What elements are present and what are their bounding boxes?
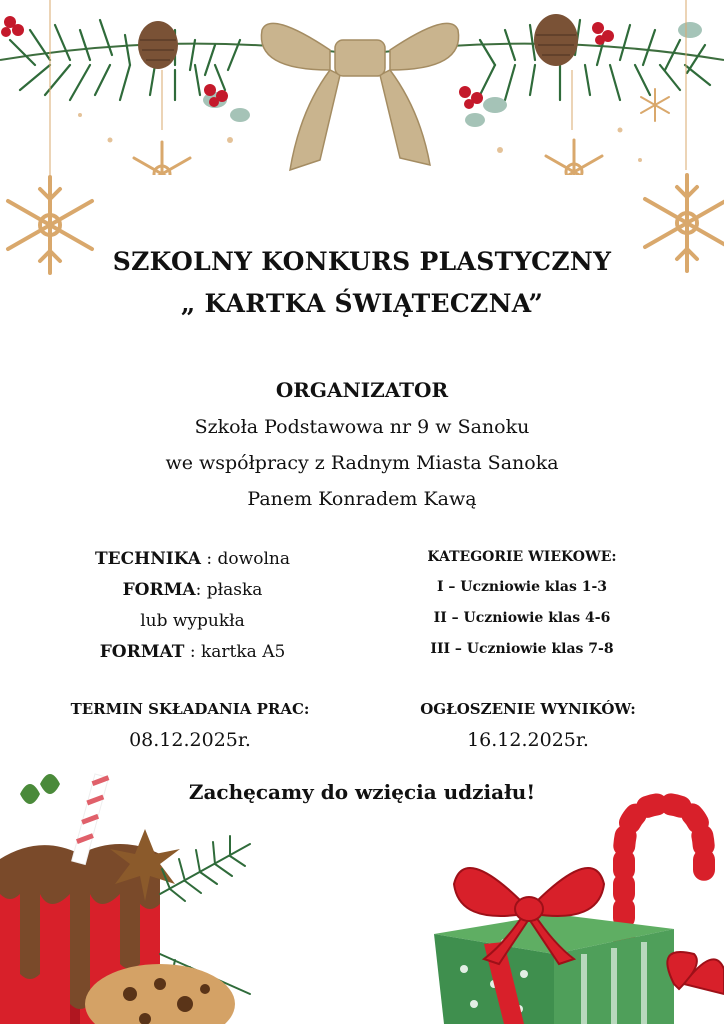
treats-illustration — [0, 764, 260, 1024]
technique-label: TECHNIKA — [95, 549, 201, 569]
format-value: : kartka A5 — [184, 642, 286, 662]
form-row — [60, 575, 325, 606]
format-label: FORMAT — [99, 642, 185, 662]
organizer-heading: ORGANIZATOR — [275, 378, 449, 402]
technique-row — [60, 544, 325, 575]
results-date: 16.12.2025r. — [467, 729, 589, 751]
technique-value: : dowolna — [201, 549, 290, 569]
form-value: : płaska — [195, 580, 263, 600]
category-item: I – Uczniowie klas 1-3 — [436, 579, 608, 595]
organizer-line-1: Szkoła Podstawowa nr 9 w Sanoku — [194, 416, 530, 438]
gifts-illustration — [424, 784, 724, 1024]
form-value-2: lub wypukła — [140, 611, 245, 631]
category-item: III – Uczniowie klas 7-8 — [430, 641, 614, 657]
form-row-2 — [60, 606, 325, 637]
organizer-line-3: Panem Konradem Kawą — [247, 488, 477, 510]
format-row — [60, 637, 325, 668]
organizer-line-2: we współpracy z Radnym Miasta Sanoka — [165, 452, 559, 474]
page-title: SZKOLNY KONKURS PLASTYCZNY — [112, 247, 612, 276]
call-to-action: Zachęcamy do wzięcia udziału! — [188, 780, 536, 804]
page-subtitle: „ KARTKA ŚWIĄTECZNA” — [180, 289, 544, 318]
categories-heading: KATEGORIE WIEKOWE: — [427, 549, 617, 565]
deadline-heading: TERMIN SKŁADANIA PRAC: — [70, 700, 310, 718]
contest-details — [60, 544, 325, 668]
age-categories — [372, 542, 672, 665]
results-heading: OGŁOSZENIE WYNIKÓW: — [420, 700, 636, 718]
deadline-date: 08.12.2025r. — [129, 729, 251, 751]
top-garland-illustration — [0, 0, 724, 175]
form-label: FORMA — [122, 580, 196, 600]
category-item: II – Uczniowie klas 4-6 — [433, 610, 611, 626]
